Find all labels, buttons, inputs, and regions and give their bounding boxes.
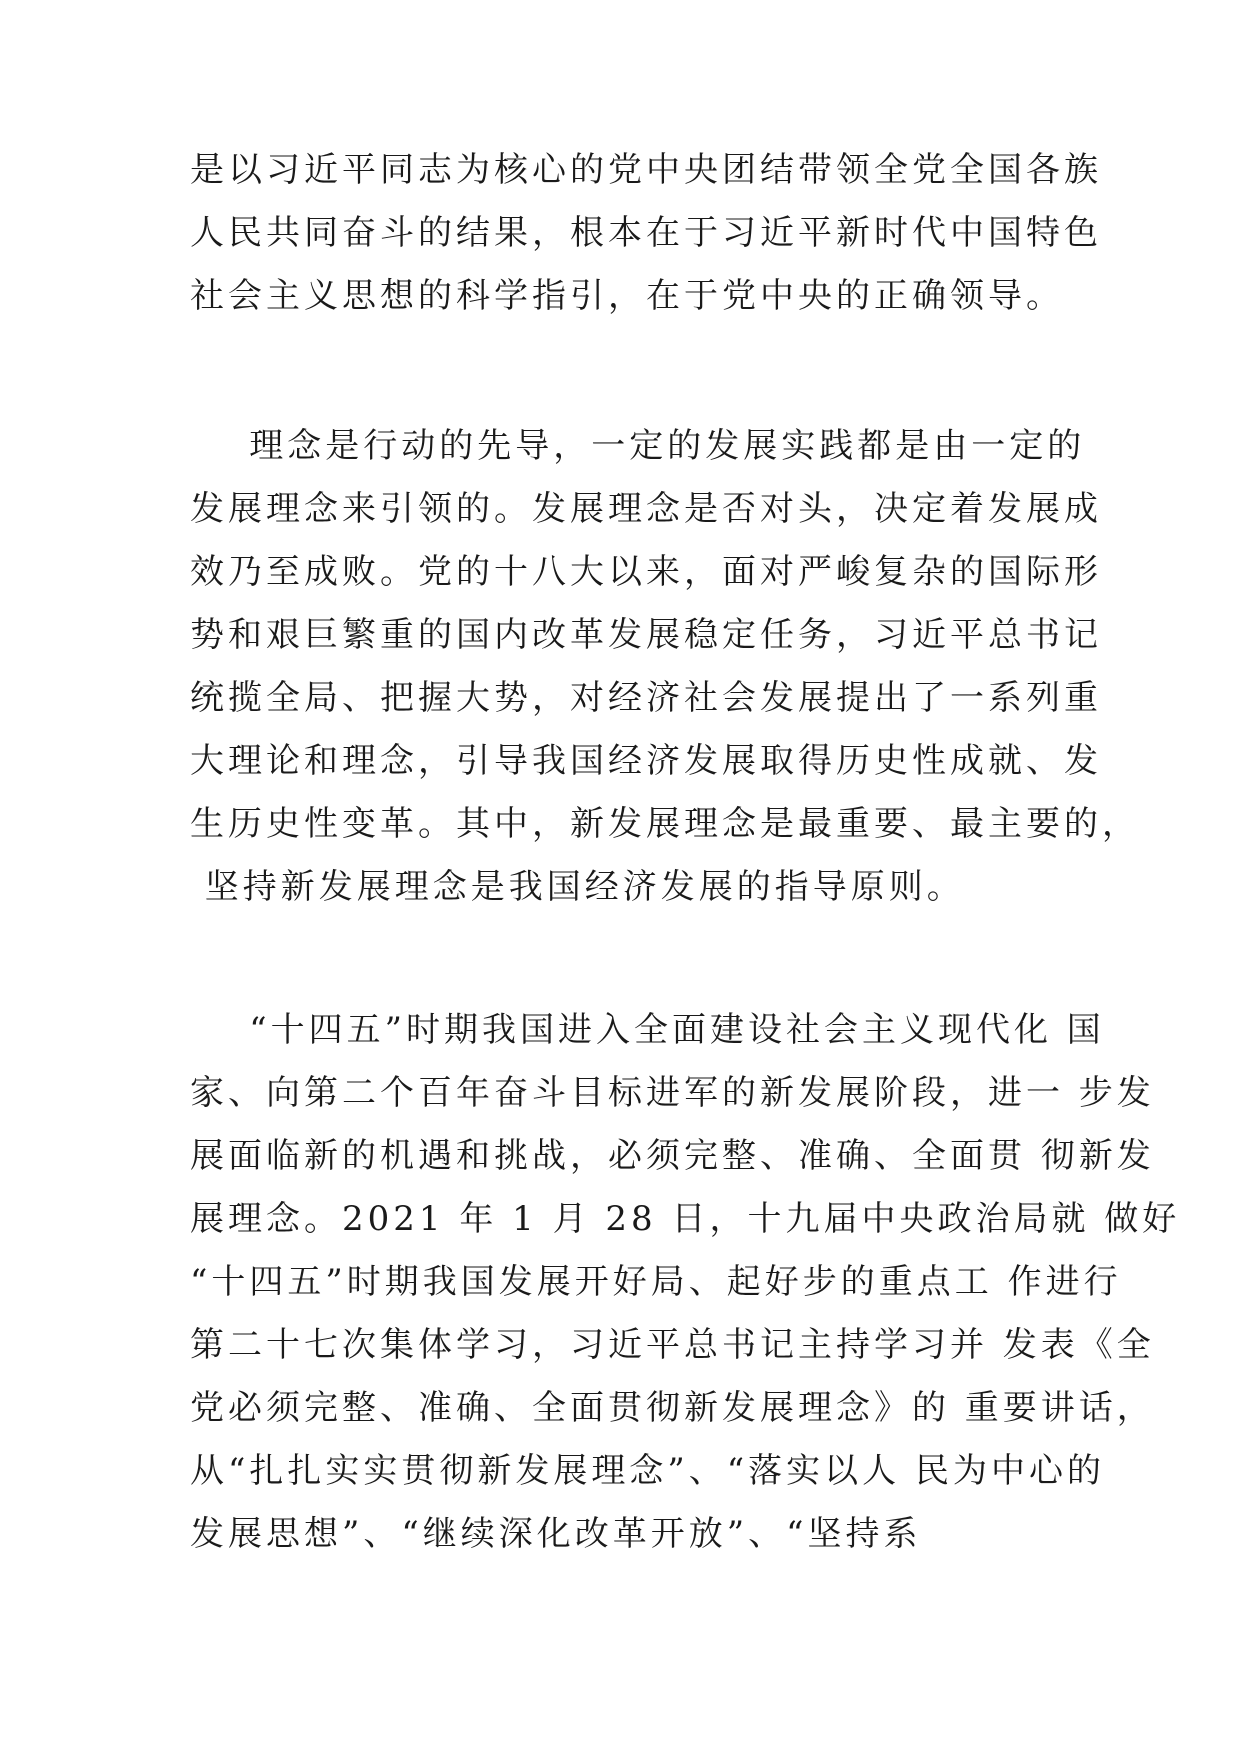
paragraph-2-line-2: 发展理念来引领的。发展理念是否对头，决定着发展成 <box>190 489 1102 529</box>
paragraph-3-line-1: “十四五”时期我国进入全面建设社会主义现代化 国 <box>190 1010 1105 1050</box>
paragraph-1-line-3: 社会主义思想的科学指引，在于党中央的正确领导。 <box>190 276 1064 316</box>
paragraph-3-line-3: 展面临新的机遇和挑战，必须完整、准确、全面贯 彻新发 <box>190 1136 1155 1176</box>
paragraph-1-line-2: 人民共同奋斗的结果，根本在于习近平新时代中国特色 <box>190 213 1102 253</box>
paragraph-1-line-1: 是以习近平同志为核心的党中央团结带领全党全国各族 <box>190 150 1102 190</box>
paragraph-2-line-6: 大理论和理念，引导我国经济发展取得历史性成就、发 <box>190 741 1102 781</box>
paragraph-2-line-8: 坚持新发展理念是我国经济发展的指导原则。 <box>190 867 965 907</box>
paragraph-2-line-7: 生历史性变革。其中，新发展理念是最重要、最主要的， <box>190 804 1140 844</box>
paragraph-3-line-9: 发展思想”、“继续深化改革开放”、“坚持系 <box>190 1514 922 1554</box>
paragraph-3-line-8: 从“扎扎实实贯彻新发展理念”、“落实以人 民为中心的 <box>190 1451 1105 1491</box>
paragraph-3-line-2: 家、向第二个百年奋斗目标进军的新发展阶段，进一 步发 <box>190 1073 1155 1113</box>
paragraph-3-line-4: 展理念。2021 年 1 月 28 日，十九届中央政治局就 做好 <box>190 1199 1181 1239</box>
paragraph-3-line-5: “十四五”时期我国发展开好局、起好步的重点工 作进行 <box>190 1262 1122 1302</box>
paragraph-3-line-6: 第二十七次集体学习，习近平总书记主持学习并 发表《全 <box>190 1325 1155 1365</box>
paragraph-2-line-5: 统揽全局、把握大势，对经济社会发展提出了一系列重 <box>190 678 1102 718</box>
paragraph-3-line-7: 党必须完整、准确、全面贯彻新发展理念》的 重要讲话， <box>190 1388 1155 1428</box>
paragraph-2-line-4: 势和艰巨繁重的国内改革发展稳定任务，习近平总书记 <box>190 615 1102 655</box>
paragraph-2-line-3: 效乃至成败。党的十八大以来，面对严峻复杂的国际形 <box>190 552 1102 592</box>
paragraph-2-line-1: 理念是行动的先导，一定的发展实践都是由一定的 <box>190 426 1086 466</box>
